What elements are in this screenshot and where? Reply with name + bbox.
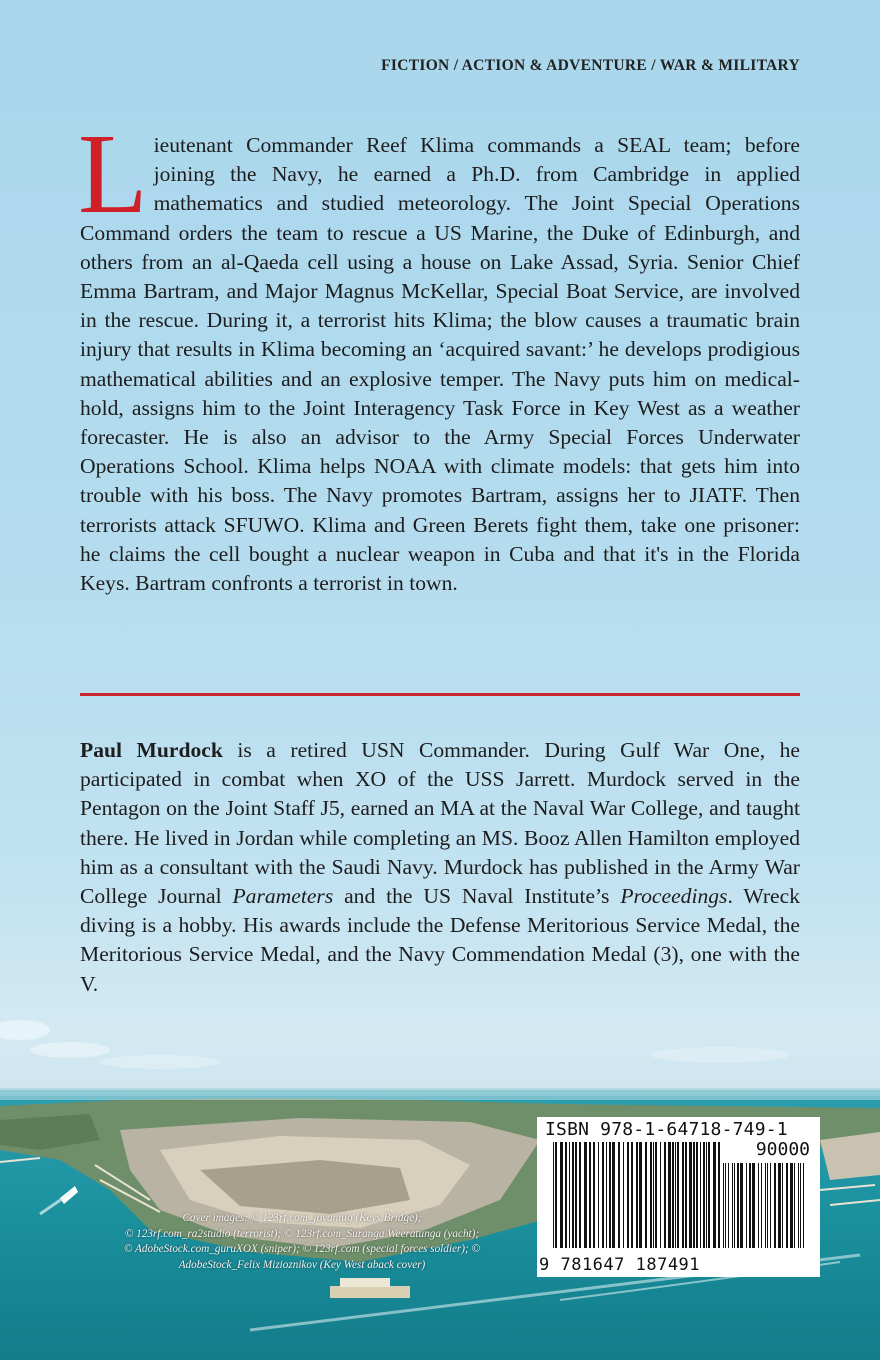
barcode-bar <box>703 1142 705 1248</box>
barcode-bar <box>718 1142 720 1248</box>
barcode-bar <box>579 1142 581 1248</box>
barcode-bar <box>598 1142 599 1248</box>
barcode-bar <box>737 1163 739 1248</box>
barcode-bar <box>664 1142 666 1248</box>
barcode-bar <box>553 1142 554 1248</box>
barcode-bar <box>693 1142 695 1248</box>
barcode-bar <box>569 1142 570 1248</box>
barcode-bar <box>675 1142 676 1248</box>
barcode-bar <box>782 1163 783 1248</box>
barcode-bar <box>774 1163 776 1248</box>
drop-cap: L <box>78 110 148 237</box>
isbn-barcode <box>537 1117 820 1277</box>
credit-line: AdobeStock_Felix Mizioznikov (Key West aback cover) <box>178 1258 426 1271</box>
barcode-bar <box>572 1142 574 1248</box>
isbn-label: ISBN 978-1-64718-749-1 <box>545 1119 788 1140</box>
bio-magazine-title: Proceedings <box>620 884 728 909</box>
barcode-bar <box>732 1163 733 1248</box>
barcode-bar <box>696 1142 698 1248</box>
barcode-bar <box>650 1142 652 1248</box>
barcode-bar <box>589 1142 591 1248</box>
barcode-bar <box>770 1163 771 1248</box>
addon-barcode-bars <box>723 1163 809 1248</box>
barcode-bar <box>627 1142 629 1248</box>
barcode-bar <box>749 1163 751 1248</box>
barcode-bar <box>618 1142 620 1248</box>
barcode-bar <box>706 1142 707 1248</box>
category-label: FICTION / ACTION & ADVENTURE / WAR & MILITARY <box>381 57 800 74</box>
barcode-bar <box>689 1142 692 1248</box>
barcode-bar <box>555 1142 557 1248</box>
barcode-bar <box>623 1142 624 1248</box>
barcode-bar <box>606 1142 607 1248</box>
barcode-bar <box>660 1142 661 1248</box>
barcode-bar <box>700 1142 701 1248</box>
barcode-bar <box>765 1163 766 1248</box>
barcode-bar <box>728 1163 729 1248</box>
barcode-bar <box>685 1142 687 1248</box>
barcode-bar <box>682 1142 684 1248</box>
barcode-bar <box>602 1142 604 1248</box>
price-code: 90000 <box>755 1139 810 1160</box>
divider <box>80 693 800 696</box>
barcode-bar <box>803 1163 804 1248</box>
barcode-bar <box>639 1142 642 1248</box>
barcode-bar <box>798 1163 799 1248</box>
barcode-bar <box>800 1163 801 1248</box>
barcode-bar <box>708 1142 710 1248</box>
bio-text-2: and the US Naval Institute’s <box>333 884 621 909</box>
barcode-bar <box>668 1142 671 1248</box>
barcode-bar <box>636 1142 638 1248</box>
barcode-bar <box>612 1142 615 1248</box>
barcode-bar <box>752 1163 755 1248</box>
bio-text-1: is a retired USN Commander. During Gulf War One, he participated in combat when XO of the USS Jarrett. Murdock served in the Pentagon on the Joint Staff J5, earned an MA at the Naval War College, and taught there. He lived in Jordan while completing an MS. Booz Allen Hamilton employed him as a consultant with the Saudi Navy. Murdock has published in the Army War College Journal <box>80 738 800 909</box>
ean-barcode-bars <box>553 1142 723 1248</box>
barcode-bar <box>734 1163 735 1248</box>
credit-line: Cover images: © 123rf.com_jovannig (Keys Bridge); <box>182 1212 422 1224</box>
credit-line: © AdobeStock.com_guruXOX (sniper); © 123rf.com (special forces soldier); © <box>123 1243 481 1255</box>
barcode-bar <box>655 1142 657 1248</box>
ean-digits: 9 781647 187491 <box>539 1255 701 1275</box>
barcode-bar <box>609 1142 611 1248</box>
barcode-bar <box>778 1163 781 1248</box>
barcode-bar <box>758 1163 759 1248</box>
barcode-bar <box>723 1163 724 1248</box>
credit-line: © 123rf.com_ra2studio (terrorist); © 123rf.com_Suranga Weeratunga (yacht); <box>124 1227 480 1240</box>
barcode-bar <box>677 1142 679 1248</box>
bio-journal-title: Parameters <box>232 884 334 909</box>
barcode-bar <box>645 1142 647 1248</box>
synopsis <box>78 110 800 598</box>
barcode-bar <box>565 1142 567 1248</box>
barcode-bar <box>740 1163 743 1248</box>
synopsis-text: ieutenant Commander Reef Klima commands a SEAL team; before joining the Navy, he earned a Ph.D. from Cambridge in applied mathematics and studied meteorology. The Joint Special Operations Command orders the team to rescue a US Marine, the Duke of Edinburgh, and others from an al-Qaeda cell using a house on Lake Assad, Syria. Senior Chief Emma Bartram, and Major Magnus McKellar, Special Boat Service, are involved in the rescue. During it, a terrorist hits Klima; the blow causes a traumatic brain injury that results in Klima becoming an ‘acquired savant:’ he develops prodigious mathematical abilities and an explosive temper. The Navy puts him on medical-hold, assigns him to the Joint Interagency Task Force in Key West as a weather forecaster. He is also an advisor to the Army Special Forces Underwater Operations School. Klima helps NOAA with climate models: that gets him into trouble with his boss. The Navy promotes Bartram, assigns her to JIATF. Then terrorists attack SFUWO. Klima and Green Berets fight them, take one prisoner: he claims the cell bought a nuclear weapon in Cuba and that it's in the Florida Keys. Bartram confronts a terrorist in town. <box>80 133 800 596</box>
barcode-bar <box>672 1142 674 1248</box>
barcode-bar <box>790 1163 793 1248</box>
barcode-bar <box>786 1163 788 1248</box>
barcode-bar <box>593 1142 595 1248</box>
barcode-bar <box>713 1142 716 1248</box>
barcode-bar <box>653 1142 654 1248</box>
barcode-bar <box>767 1163 768 1248</box>
author-name: Paul Murdock <box>80 738 223 762</box>
image-credits <box>72 1211 532 1273</box>
bio-text-3: . Wreck diving is a hobby. His awards include the Defense Meritorious Service Medal, the Meritorious Service Medal, and the Navy Commendation Medal (3), one with the V. <box>80 884 800 996</box>
barcode-bar <box>746 1163 747 1248</box>
barcode-bar <box>794 1163 795 1248</box>
barcode-bar <box>560 1142 563 1248</box>
barcode-bar <box>584 1142 587 1248</box>
barcode-bar <box>575 1142 577 1248</box>
barcode-bar <box>631 1142 633 1248</box>
author-bio <box>80 736 800 999</box>
barcode-bar <box>725 1163 726 1248</box>
barcode-bar <box>761 1163 762 1248</box>
